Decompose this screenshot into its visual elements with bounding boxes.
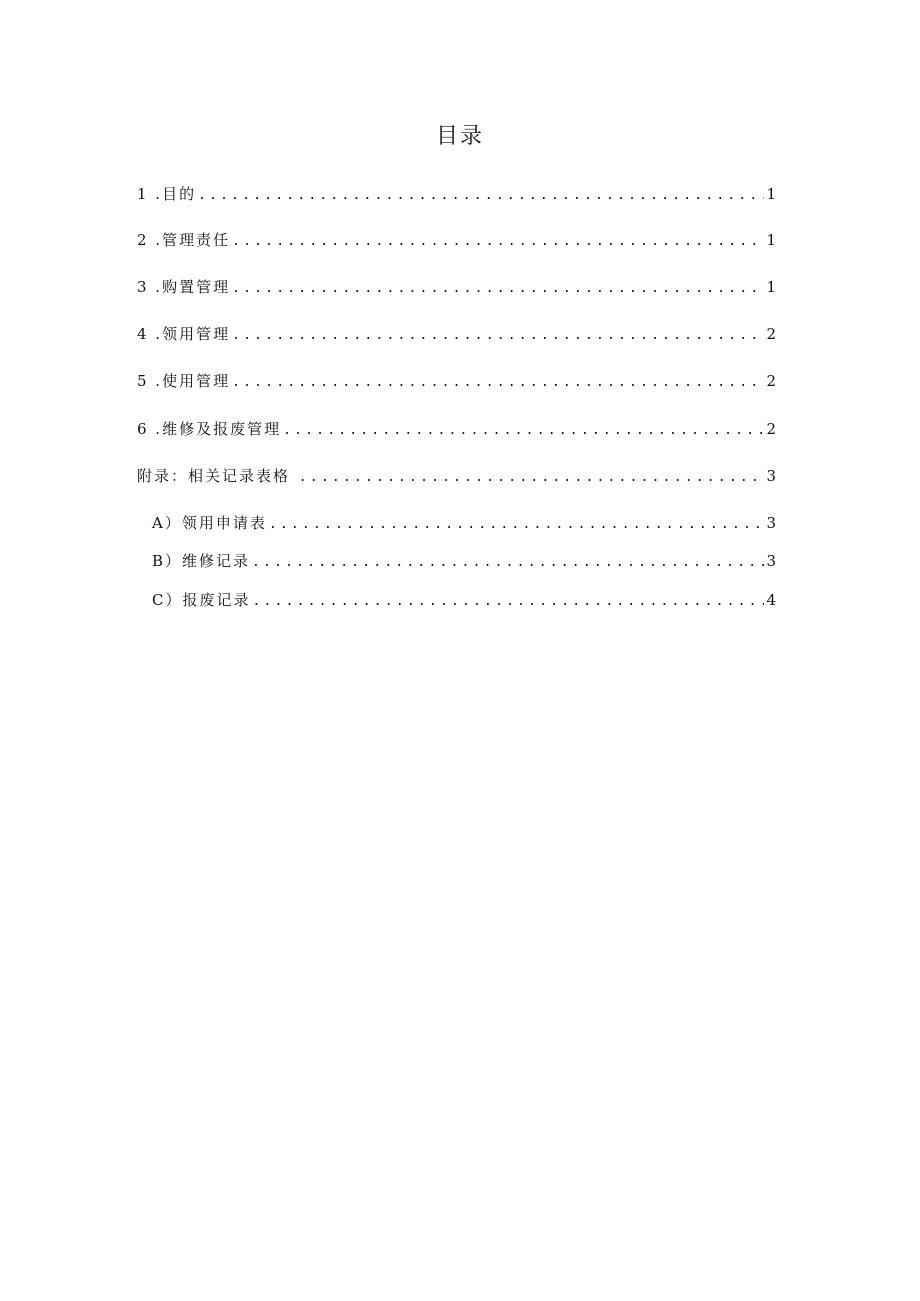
toc-entry-label: 2 .管理责任 (137, 231, 231, 249)
toc-entry-responsibility[interactable] (137, 228, 776, 252)
toc-page-number: 1 (766, 185, 776, 203)
toc-title: 目录 (435, 124, 484, 149)
toc-leader-dots (299, 466, 764, 490)
toc-page-number: 2 (766, 325, 776, 343)
toc-entry-purpose[interactable] (137, 182, 776, 206)
toc-entry-requisition[interactable] (137, 322, 776, 346)
toc-entry-appendix[interactable] (137, 464, 776, 488)
toc-leader-dots (252, 590, 764, 614)
toc-entry-label: 3 .购置管理 (137, 278, 231, 296)
toc-entry-usage[interactable] (137, 369, 776, 393)
toc-subentry-requisition-form[interactable] (152, 511, 776, 535)
toc-page-number: 3 (766, 467, 776, 485)
toc-leader-dots (232, 230, 764, 254)
toc-entry-label: A）领用申请表 (152, 514, 267, 532)
toc-subentry-maintenance-record[interactable] (152, 549, 776, 573)
toc-entry-maintenance-disposal[interactable] (137, 417, 776, 441)
toc-page-number: 4 (766, 591, 776, 609)
toc-entry-label: B）维修记录 (152, 552, 251, 570)
toc-entry-label: 6 .维修及报废管理 (137, 420, 282, 438)
toc-leader-dots (269, 513, 764, 537)
toc-page-number: 1 (766, 278, 776, 296)
toc-entry-label: 1 .目的 (137, 185, 197, 203)
toc-leader-dots (232, 371, 764, 395)
toc-page-number: 3 (766, 514, 776, 532)
toc-leader-dots (232, 324, 764, 348)
toc-leader-dots (232, 277, 764, 301)
toc-subentry-disposal-record[interactable] (152, 588, 776, 612)
toc-entry-label: 4 .领用管理 (137, 325, 231, 343)
toc-page-number: 3 (766, 552, 776, 570)
toc-leader-dots (198, 184, 764, 208)
toc-entry-label: 5 .使用管理 (137, 372, 231, 390)
toc-entry-label: 附录：相关记录表格 (137, 467, 297, 485)
toc-entry-label: C）报废记录 (152, 591, 251, 609)
toc-page-number: 2 (766, 372, 776, 390)
toc-leader-dots (283, 419, 764, 443)
toc-page-number: 2 (766, 420, 776, 438)
toc-leader-dots (252, 551, 764, 575)
toc-entry-purchase[interactable] (137, 275, 776, 299)
toc-page-number: 1 (766, 231, 776, 249)
